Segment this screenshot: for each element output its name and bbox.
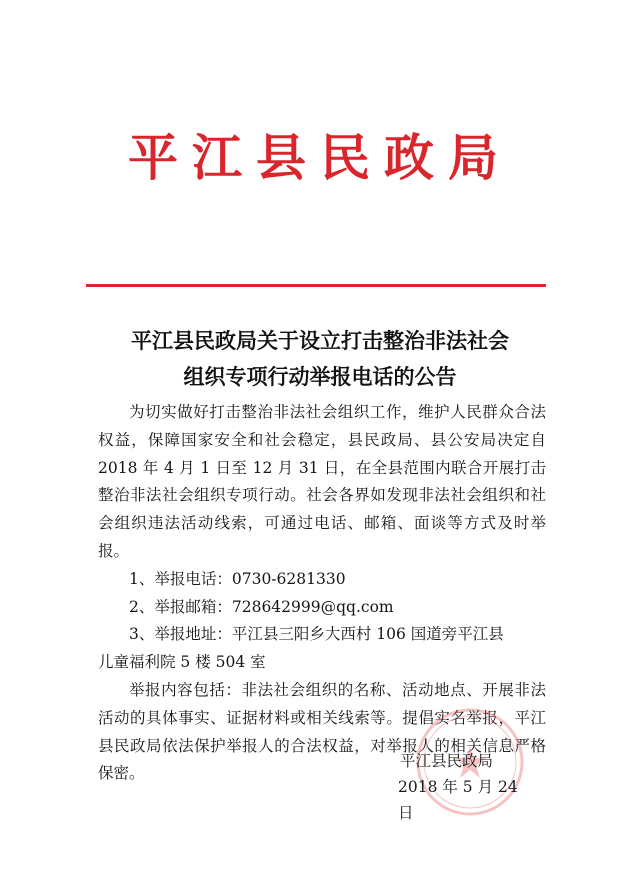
- notice-title-line-2: 组织专项行动举报电话的公告: [183, 364, 457, 389]
- header-red-divider: [86, 284, 546, 287]
- report-email-item: 2、举报邮箱：728642999@qq.com: [129, 597, 394, 616]
- report-address-item-line-2: 儿童福利院 5 楼 504 室: [98, 653, 266, 672]
- body-paragraph-content: 举报内容包括：非法社会组织的名称、活动地点、开展非法活动的具体事实、证据材料或相关线索等。提倡实名举报，平江县民政局依法保护举报人的合法权益，对举报人的相关信息严格保密。: [98, 680, 546, 783]
- agency-header-title: 平江县民政局: [128, 128, 512, 187]
- body-paragraph-intro: 为切实做好打击整治非法社会组织工作，维护人民群众合法权益，保障国家安全和社会稳定，县民政局、县公安局决定自 2018 年 4 月 1 日至 12 月 31 日，在全县范围内联合开展打击整治非法社会组织专项行动。社会各界如发现非法社会组织和社会组织违法活动线索，可通过电话、邮箱、面谈等方式及时举报。: [98, 403, 546, 560]
- signature-date: 2018 年 5 月 24 日: [398, 778, 518, 822]
- notice-title-line-1: 平江县民政局关于设立打击整治非法社会: [131, 328, 509, 353]
- report-phone-item: 1、举报电话：0730-6281330: [129, 569, 346, 588]
- signature-organization: 平江县民政局: [400, 752, 494, 770]
- report-address-item-line-1: 3、举报地址：平江县三阳乡大西村 106 国道旁平江县: [129, 625, 504, 644]
